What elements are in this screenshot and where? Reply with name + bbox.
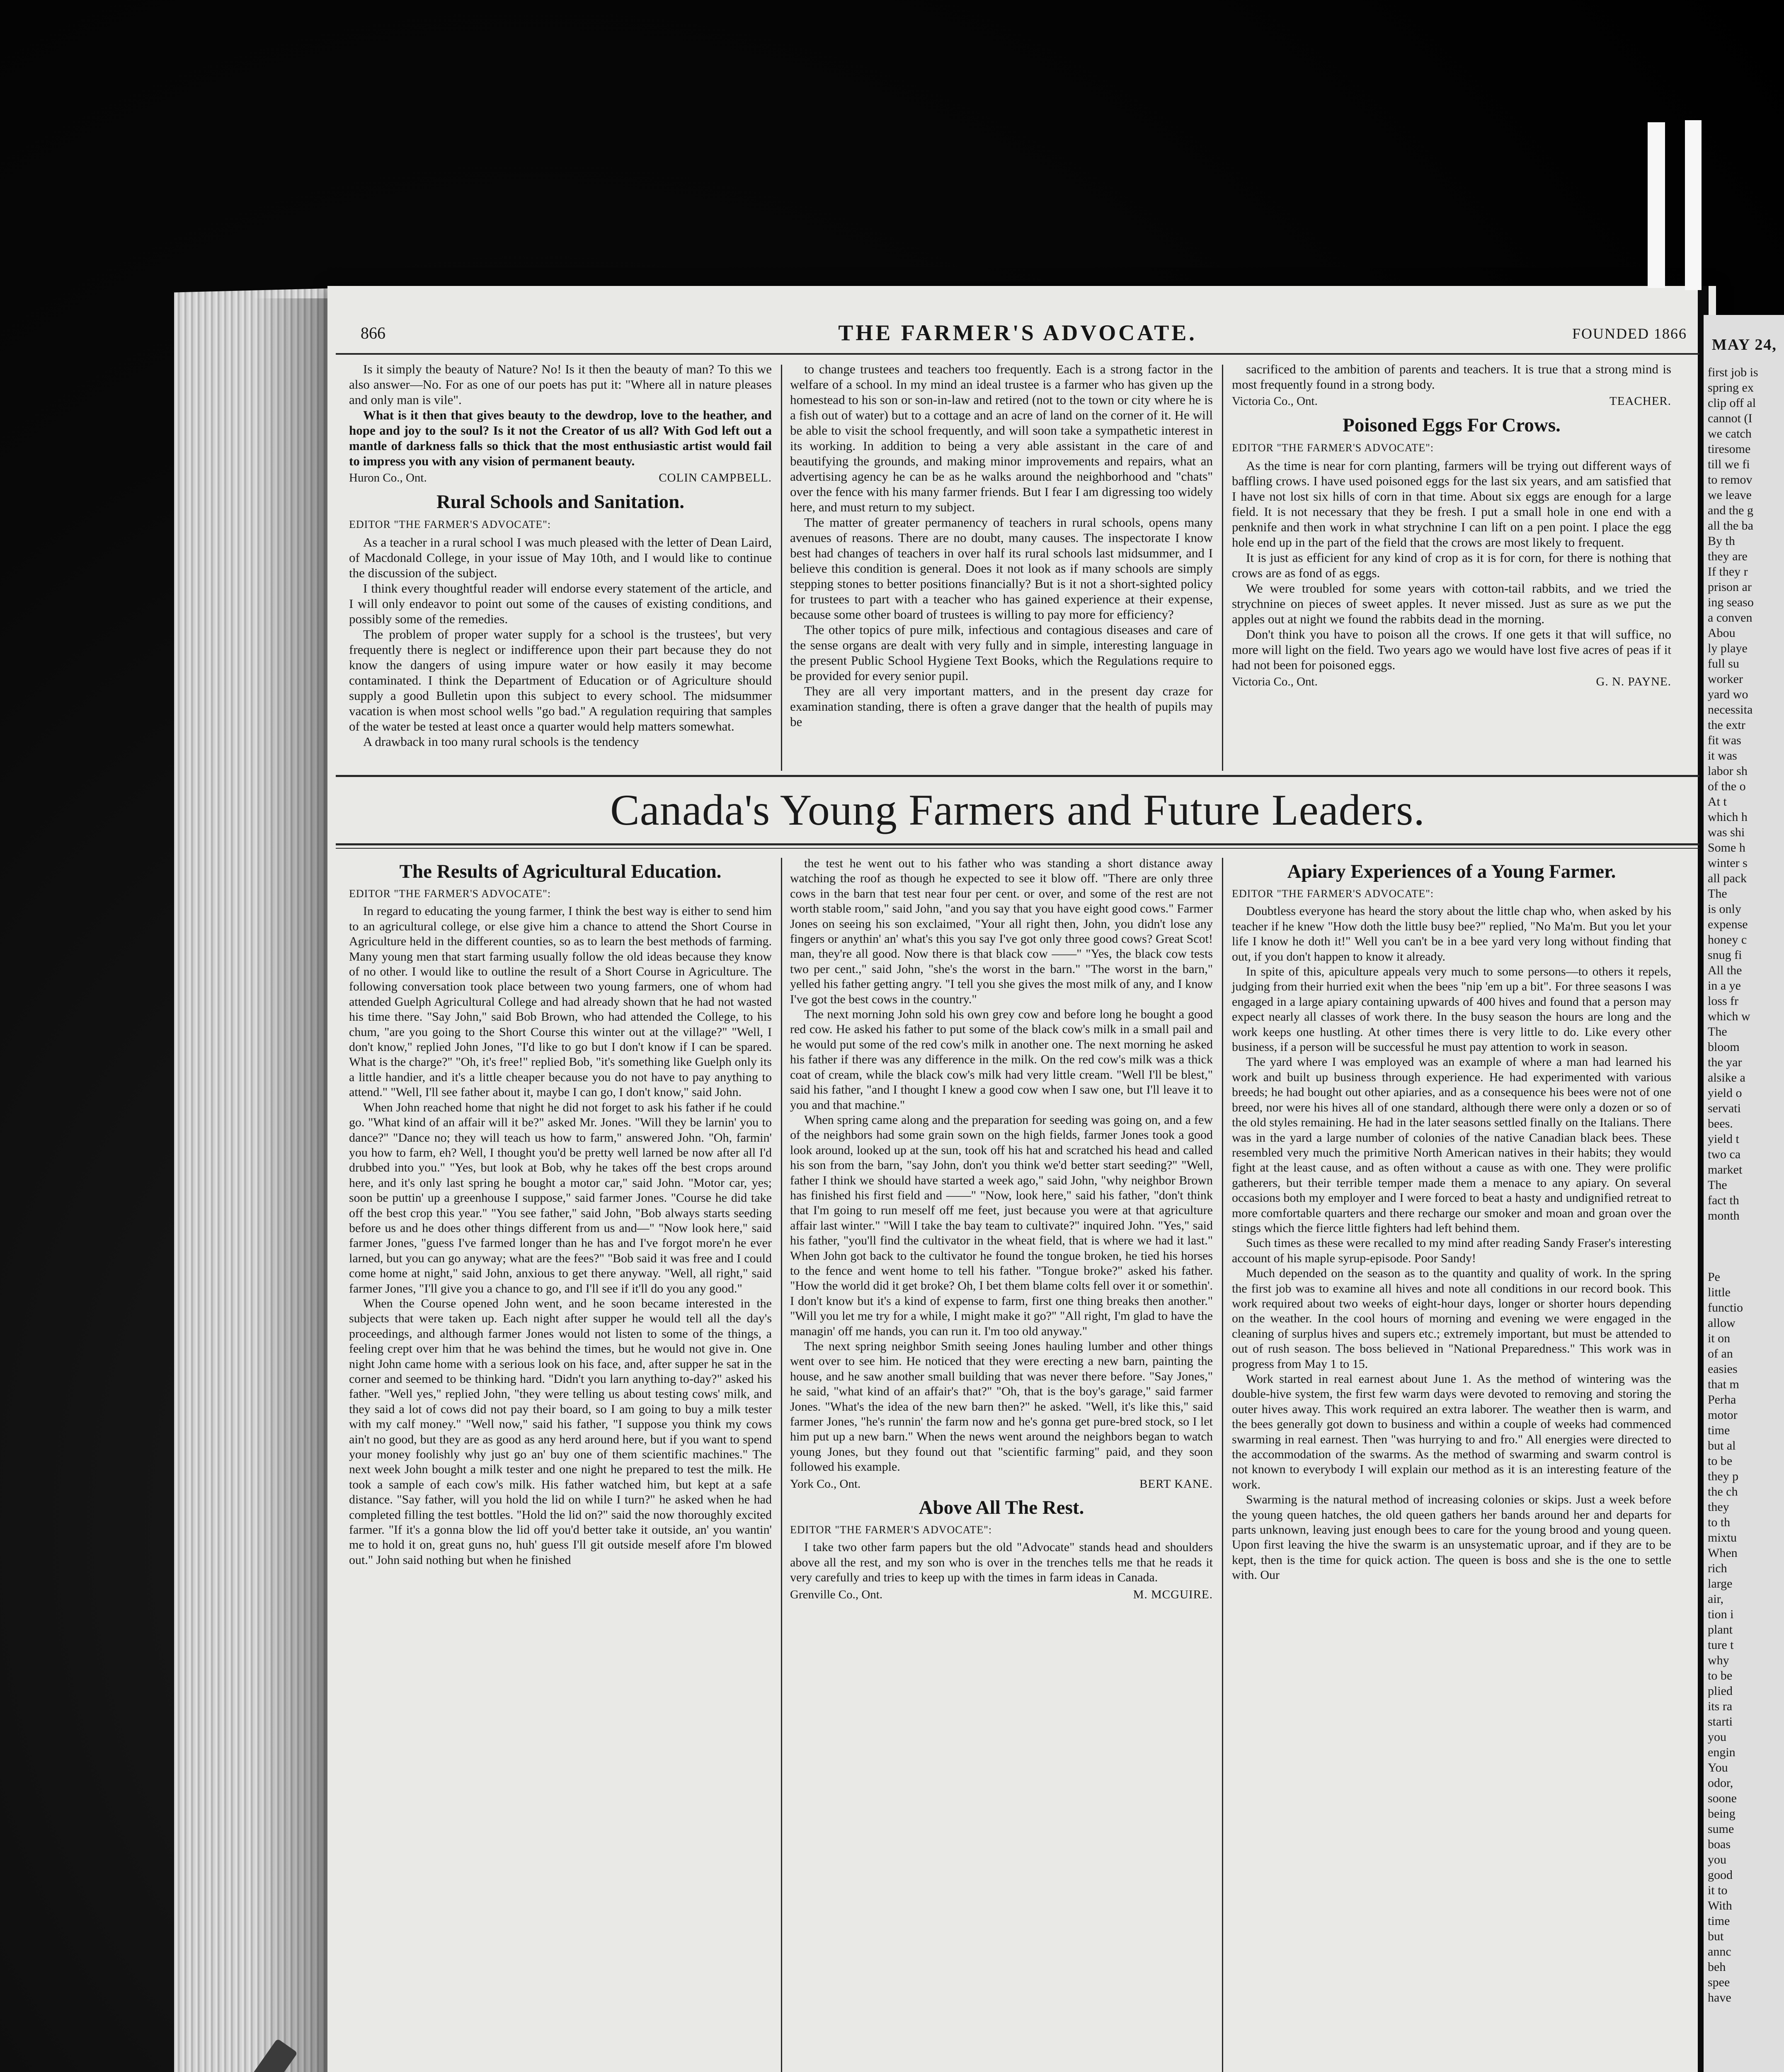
- paragraph: Swarming is the natural method of increasing colonies or skips. Just a week before the young queen hatches, the old queen gathers her bands around her and departs for parts unknown, leaving just enough bees to care for the young brood and young queen. Upon first leaving the hive the swarm is an unsystematic uproar, and if they are to be kept, then is the time for quick action. The queen is boss and she is the one to settle with. Our: [1232, 1493, 1671, 1582]
- facing-page-line: mixtu: [1708, 1531, 1737, 1544]
- paragraph: When the Course opened John went, and he soon became interested in the subjects that were taken up. Each night after supper he would tell all the day's proceedings, and although farmer Jones would not listen to some of the things, a feeling crept over him that he was behind the times, but he would not give in. One night John came home with a serious look on his face, and, after supper he sat in the corner and seemed to be thinking hard. "Didn't you larn anything to-day?" asked his father. "Well yes," replied John, "they were telling us about testing cows' milk, and they said a lot of cows did not pay their board, so I am going to buy a milk tester with my calf money." "Well now," said his father, "I suppose you think my cows ain't no good, but they are as good as any herd around here, but if you want to spend your money foolishly why just go an' buy one of them scientific machines." The next week John bought a milk tester and one night he prepared to test the milk. He took a sample of each cow's milk. His father watched him, but kept at a safe distance. "Say father, will you hold the lid on while I turn?" he asked when he had completed filling the test bottles. "Hold the lid on?" said the now thoroughly excited farmer. "If it's a gonna blow the lid off you'd better take it outside, an' you wantin' me to hold it on, great guns no, huh' guess I'll git outside meself afore I'm blowed out." John said nothing but when he finished: [349, 1296, 772, 1567]
- facing-page-line: yield o: [1708, 1086, 1742, 1100]
- paragraph: They are all very important matters, and in the present day craze for examination standing, there is often a grave danger that the health of pupils may be: [790, 684, 1213, 729]
- facing-page-line: the ch: [1708, 1485, 1738, 1498]
- paragraph: When spring came along and the preparation for seeding was going on, and a few of the neighbors had some grain sown on the high fields, farmer Jones took a good look around, looked up at the sun, took off his hat and scratched his head and called his son from the barn, "say John, don't you think we'd better start seeding?" "Well, father I think we should have started a week ago," said John, "why neighbor Brown has finished his first field and ——" "Now, look here," said his father, "don't think that I'm going to run meself off me feet, just because you were at that agriculture affair last winter." "Will I take the bay team to cultivate?" inquired John. "Yes," said his father, "you'll find the cultivator in the wheat field, that is where we had it last." When John got back to the cultivator he found the tongue broken, he tied his horses to the fence and went home to tell his father. "Tongue broke?" asked his father. "How the world did it get broke? Oh, I bet them blame colts fell over it or somethin'. I don't know but it's a kind of expense to farm, first one thing breaks then another." "Will you let me try for a while, I might make it go?" "All right, I'm glad to have the managin' off me hands, you can run it. I'm too old anyway.": [790, 1113, 1213, 1338]
- signature: [1232, 394, 1671, 409]
- facing-page-line: they p: [1708, 1469, 1739, 1483]
- facing-page-line: it to: [1708, 1883, 1728, 1897]
- facing-page-line: When: [1708, 1546, 1738, 1560]
- sig-place: Grenville Co., Ont.: [790, 1588, 883, 1601]
- facing-page-line: honey c: [1708, 933, 1747, 946]
- column-rule: [781, 365, 782, 771]
- article-heading: Rural Schools and Sanitation.: [436, 491, 685, 513]
- editor-line: EDITOR "THE FARMER'S ADVOCATE":: [1232, 888, 1434, 900]
- facing-page-line: large: [1708, 1577, 1733, 1590]
- facing-page-line: a conven: [1708, 611, 1752, 625]
- paragraph: The problem of proper water supply for a school is the trustees', but very frequently there is neglect or indifference upon their part because they do not know the dangers of using impure water or how easily it may become contaminated. I think the Department of Education or of Agriculture should supply a good Bulletin upon this subject to every school. The midsummer vacation is when most school wells "go bad." A regulation requiring that samples of the water be tested at least once a quarter would help matters somewhat.: [349, 627, 772, 733]
- editor-line: EDITOR "THE FARMER'S ADVOCATE":: [1232, 442, 1434, 454]
- top-column-2: [790, 361, 1213, 729]
- article-heading: Apiary Experiences of a Young Farmer.: [1287, 861, 1616, 882]
- facing-page-line: labor sh: [1708, 764, 1748, 778]
- signature: [1232, 674, 1671, 690]
- facing-page-line: the yar: [1708, 1055, 1742, 1069]
- facing-page-line: to be: [1708, 1669, 1733, 1682]
- paragraph: The next morning John sold his own grey cow and before long he bought a good red cow. He asked his father to put some of the black cow's milk in a small pail and he would put some of the red cow's milk in another one. The next morning he asked his father if there was any difference in the milk. On the red cow's milk was a thick coat of cream, while the black cow's milk had very little cream. "Well I'll be blest," said his father, "and I thought I knew a good cow when I saw one, but I'll leave it to you and that machine.": [790, 1007, 1213, 1112]
- facing-page-line: motor: [1708, 1408, 1738, 1422]
- facing-page-line: allow: [1708, 1316, 1736, 1330]
- facing-page-line: ture t: [1708, 1638, 1734, 1652]
- facing-page-line: why: [1708, 1653, 1729, 1667]
- facing-page-line: With: [1708, 1899, 1732, 1912]
- banner-rule-thin: [336, 848, 1699, 849]
- facing-page-line: winter s: [1708, 856, 1748, 870]
- page-header: [336, 320, 1699, 349]
- sig-place: York Co., Ont.: [790, 1477, 861, 1491]
- facing-page-line: it on: [1708, 1331, 1731, 1345]
- facing-page-line: bees.: [1708, 1117, 1733, 1130]
- facing-page-line: all the ba: [1708, 519, 1753, 533]
- facing-page-line: Pe: [1708, 1270, 1720, 1284]
- facing-page-line: they: [1708, 1500, 1729, 1514]
- facing-page-line: spring ex: [1708, 381, 1754, 395]
- paragraph: Much depended on the season as to the quantity and quality of work. In the spring the first job was to examine all hives and note all conditions in our record book. This work required about two weeks of eight-hour days, longer or shorter hours depending on the weather. In the cool hours of morning and evening we were engaged in the cleaning of surplus hives and supers etc.; extremely important, but must be attended to out of rush season. The boss believed in "National Preparedness." This work was in progress from May 1 to 15.: [1232, 1266, 1671, 1371]
- sig-place: Victoria Co., Ont.: [1232, 395, 1318, 408]
- facing-page-line: The: [1708, 1178, 1727, 1192]
- facing-page-line: Perha: [1708, 1393, 1736, 1406]
- facing-page-line: its ra: [1708, 1699, 1733, 1713]
- facing-page-line: which w: [1708, 1009, 1750, 1023]
- facing-page-line: loss fr: [1708, 994, 1739, 1008]
- sig-place: Victoria Co., Ont.: [1232, 675, 1318, 688]
- facing-page-line: [1708, 1223, 1784, 1239]
- banner-rule-bottom: [336, 843, 1699, 845]
- facing-page-line: we leave: [1708, 488, 1752, 502]
- paragraph: The next spring neighbor Smith seeing Jones hauling lumber and other things went over to see him. He noticed that they were erecting a new barn, painting the house, and he saw another small building that was never there before. "Say Jones," he said, "what kind of an affair's that?" "Oh, that is the boy's garage," said farmer Jones. "What's the idea of the new barn then?" he asked. "Well, it's like this," said farmer Jones, "he's runnin' the farm now and he's gonna get pure-bred stock, so I let him put up a new barn." When the news went around the neighbors began to watch young Jones, but they found out that "scientific farming" paid, and they soon followed his example.: [790, 1339, 1213, 1474]
- bottom-column-3: [1232, 856, 1671, 1583]
- paragraph: A drawback in too many rural schools is the tendency: [363, 734, 639, 749]
- paragraph: In spite of this, apiculture appeals very much to some persons—to others it repels, judging from their hurried exit when the bees "nip 'em up a bit". For three seasons I was engaged in a large apiary containing upwards of 400 hives and found that a person may expect nearly all classes of work there. In the busy season the hours are long and the work keeps one hustling. At other times there is very little to do. Like every other business, if a person will be successful he must pay attention to work in season.: [1232, 965, 1671, 1054]
- facing-page-line: plied: [1708, 1684, 1733, 1698]
- facing-page-line: rich: [1708, 1561, 1727, 1575]
- section-banner: Canada's Young Farmers and Future Leaders.: [610, 786, 1425, 834]
- sig-name: M. MCGUIRE.: [1133, 1588, 1213, 1601]
- facing-page-line: engin: [1708, 1745, 1736, 1759]
- facing-page-line: sume: [1708, 1822, 1734, 1836]
- facing-page-line: and the g: [1708, 503, 1753, 517]
- facing-page-line: worker: [1708, 672, 1743, 686]
- paragraph: We were troubled for some years with cotton-tail rabbits, and we tried the strychnine on pieces of sweet apples. It never missed. Just as sure as we put the apples out at night we found the rabbits dead in the morning.: [1232, 581, 1671, 626]
- bottom-column-1: [349, 856, 772, 1568]
- facing-page-line: tion i: [1708, 1607, 1734, 1621]
- facing-page-line: full su: [1708, 657, 1739, 670]
- facing-page-line: good: [1708, 1868, 1733, 1882]
- facing-page-line: All the: [1708, 963, 1742, 977]
- facing-page-line: yard wo: [1708, 687, 1748, 701]
- sig-name: COLIN CAMPBELL.: [659, 471, 772, 484]
- facing-page-line: spee: [1708, 1975, 1730, 1989]
- facing-page-line: necessita: [1708, 703, 1753, 716]
- facing-page-line: time: [1708, 1914, 1730, 1928]
- paragraph: Such times as these were recalled to my mind after reading Sandy Fraser's interesting account of his maple syrup-episode. Poor Sandy!: [1232, 1236, 1671, 1265]
- facing-page-line: easies: [1708, 1362, 1738, 1376]
- facing-page-date: MAY 24,: [1712, 336, 1777, 353]
- facing-page-line: plant: [1708, 1623, 1733, 1636]
- facing-page-line: ly playe: [1708, 641, 1748, 655]
- facing-page-line: the extr: [1708, 718, 1745, 732]
- facing-page-line: By th: [1708, 534, 1735, 548]
- column-rule: [1222, 365, 1223, 771]
- facing-page-line: all pack: [1708, 871, 1747, 885]
- paragraph: sacrificed to the ambition of parents and teachers. It is true that a strong mind is most frequently found in a strong body.: [1232, 362, 1671, 392]
- masthead-title: THE FARMER'S ADVOCATE.: [838, 320, 1197, 345]
- facing-page-line: little: [1708, 1285, 1731, 1299]
- sig-name: G. N. PAYNE.: [1596, 675, 1671, 688]
- paragraph: the test he went out to his father who was standing a short distance away watching the roof as though he expected to see it blow off. "There are only three cows in the barn that test near four per cent. or over, and some of the rest are not worth stable room," said John, "and you say that you have eight good cows." Farmer Jones on seeing his son exclaimed, "Your all right then, John, you didn't lose any fingers or anythin' an' what's this you say I've got only three good cows? Great Scot! man, they're all good. Now there is that black cow ——" "Yes, the black cow tests two per cent.," said John, "she's the worst in the barn." "The worst in the barn," yelled his father getting angry. "I tell you she gives the most milk of any, and I know I've got the best cows in the country.": [790, 857, 1213, 1006]
- page-number: 866: [361, 324, 385, 342]
- facing-page-line: first job is: [1708, 366, 1758, 379]
- facing-page-line: till we fi: [1708, 457, 1750, 471]
- facing-page-line: soone: [1708, 1791, 1737, 1805]
- facing-page-line: that m: [1708, 1377, 1739, 1391]
- facing-page-line: At t: [1708, 795, 1727, 808]
- facing-page-line: You: [1708, 1761, 1728, 1774]
- facing-page-line: clip off al: [1708, 396, 1756, 410]
- signature: [790, 1587, 1213, 1602]
- banner-rule-top: [336, 775, 1699, 777]
- facing-page-line: Abou: [1708, 626, 1736, 640]
- signature: [349, 470, 772, 486]
- facing-page-line: air,: [1708, 1592, 1723, 1606]
- paragraph: Work started in real earnest about June 1. As the method of wintering was the double-hive system, the first few warm days were devoted to removing and storing the outer hives away. This work required an extra laborer. The weather then is warm, and the bees generally got down to business and within a couple of weeks had commenced swarming in real earnest. Then "was hurrying to and fro." All energies were directed to the accommodation of the swarms. As the method of swarming and swarm control is not known to everybody I will explain our method as it is an interesting feature of the work.: [1232, 1372, 1671, 1491]
- facing-page-line: starti: [1708, 1715, 1733, 1728]
- facing-page-line: Some h: [1708, 841, 1745, 854]
- facing-page-line: The: [1708, 1025, 1727, 1038]
- facing-page-line: odor,: [1708, 1776, 1733, 1790]
- facing-page-line: we catch: [1708, 427, 1752, 441]
- facing-page-line: in a ye: [1708, 979, 1741, 992]
- facing-page-line: yield t: [1708, 1132, 1739, 1146]
- facing-page-line: beh: [1708, 1960, 1726, 1974]
- facing-page-line: ing seaso: [1708, 595, 1754, 609]
- paragraph: In regard to educating the young farmer, I think the best way is either to send him to an agricultural college, or else give him a chance to attend the Short Course in Agriculture held in the different counties, so as to learn the best methods of farming. Many young men that start farming usually follow the old ideas because they know of no other. I would like to outline the result of a Short Course in Agriculture. The following conversation took place between two young farmers, one of whom had attended Guelph Agricultural College and had already shown that he had not wasted his time there. "Say John," said Bob Brown, who had attended the College, to his chum, "are you going to the Short Course this winter out at the village?" "Well, I don't know," replied John Jones, "I'd like to go but I don't know if I can be spared. What is the charge?" "Oh, it's free!" replied Bob, "it's something like Guelph only its a little handier, and it's a little cheaper because you do not have to pay anything to attend." "Well, I'll see father about it, maybe I can go, I don't know," said John.: [349, 904, 772, 1099]
- facing-page-line: of an: [1708, 1347, 1733, 1360]
- facing-page-line: expense: [1708, 917, 1748, 931]
- light-bar-artifact: [1685, 120, 1702, 290]
- top-column-1: [349, 361, 772, 749]
- paragraph: I think every thoughtful reader will endorse every statement of the article, and I will only endeavor to point out some of the causes of existing conditions, and possibly some of the remedies.: [349, 581, 772, 626]
- column-rule: [781, 858, 782, 2072]
- facing-page-line: month: [1708, 1209, 1740, 1222]
- paragraph: The matter of greater permanency of teachers in rural schools, opens many avenues of reasons. There are no doubt, many causes. The inspectorate I know best had changes of teachers in over half its rural schools last midsummer, and I believe this condition is general. Does it not look as if many schools are simply stepping stones to better positions financially? But is it not a short-sighted policy for trustees to part with a teacher who has gained experience at their expense, because some other board of trustees is willing to pay more for efficiency?: [790, 515, 1213, 622]
- bottom-column-2: [790, 856, 1213, 1607]
- paragraph: As the time is near for corn planting, farmers will be trying out different ways of baffling crows. I have used poisoned eggs for the last six years, and am satisfied that I have not lost six hills of corn in that time. About six eggs are enough for a large field. It is not necessary that they be fresh. I put a small hole in one end with a penknife and then work in what strychnine I can lift on a pen point. I place the egg hole end up in the part of the field that the crows are most likely to frequent.: [1232, 458, 1671, 549]
- facing-page-line: prison ar: [1708, 580, 1752, 594]
- editor-line: EDITOR "THE FARMER'S ADVOCATE":: [790, 1524, 992, 1536]
- paragraph: I take two other farm papers but the old "Advocate" stands head and shoulders above all the rest, and my son who is over in the trenches tells me that he reads it very carefully and tries to keep up with the times in farm ideas in Canada.: [790, 1540, 1213, 1585]
- editor-line: EDITOR "THE FARMER'S ADVOCATE":: [349, 888, 551, 900]
- paragraph: It is just as efficient for any kind of crop as it is for corn, for there is nothing that crows are as fond of as eggs.: [1232, 550, 1671, 580]
- facing-page-line: cannot (I: [1708, 411, 1752, 425]
- facing-page-line: fit was: [1708, 733, 1741, 747]
- facing-page-line: was shi: [1708, 825, 1745, 839]
- paragraph: Doubtless everyone has heard the story about the little chap who, when asked by his teacher if he knew "How doth the little busy bee?" replied, "No Ma'm. But you let your life I know he doth it!" Well you can't be in a bee yard very long without finding that out, if you don't happen to know it already.: [1232, 904, 1671, 963]
- facing-page-line: is only: [1708, 902, 1741, 916]
- facing-page-line: to be: [1708, 1454, 1733, 1468]
- top-column-3: [1232, 361, 1671, 695]
- facing-page-line: [1708, 1254, 1784, 1269]
- facing-page-line: tiresome: [1708, 442, 1751, 456]
- facing-page-line: fact th: [1708, 1193, 1739, 1207]
- facing-page-line: servati: [1708, 1101, 1741, 1115]
- facing-page-line: to th: [1708, 1515, 1731, 1529]
- spine-shadow: [253, 298, 332, 2072]
- facing-page-line: being: [1708, 1807, 1736, 1820]
- facing-page-line: [1708, 1239, 1784, 1254]
- paragraph: As a teacher in a rural school I was much pleased with the letter of Dean Laird, of Macdonald College, in your issue of May 10th, and I would like to continue the discussion of the subject.: [349, 535, 772, 580]
- article-heading: Above All The Rest.: [919, 1497, 1084, 1519]
- sig-name: TEACHER.: [1609, 395, 1671, 408]
- facing-page-line: have: [1708, 1991, 1731, 2004]
- facing-page-line: but: [1708, 1929, 1724, 1943]
- facing-page-line: they are: [1708, 549, 1748, 563]
- editor-line: EDITOR "THE FARMER'S ADVOCATE":: [349, 518, 551, 530]
- facing-page-line: which h: [1708, 810, 1748, 824]
- facing-page-line: If they r: [1708, 565, 1748, 579]
- paragraph: Is it simply the beauty of Nature? No! Is it then the beauty of man? To this we also answer—No. For as one of our poets has put it: "Where all in nature pleases and only man is vile".: [349, 362, 772, 407]
- paragraph: The yard where I was employed was an example of where a man had learned his work and built up business through experience. He had experimented with various breeds; he had bought out other apiaries, and as a consequence his bees were not of one breed, nor were his hives all of one standard, although there were only a dozen or so of the old styles remaining. He had in the later seasons settled finally on the Italians. There was in the yard a large number of colonies of the native Canadian black bees. These resembled very much the primitive North American natives in their habits; they would fight at the least cause, and as often without a cause as with one. They were prolific gatherers, but their terrible temper made them a menace to any apiary. On several occasions both my employer and I were forced to beat a hasty and undignified retreat to more comfortable quarters and there recharge our smoker and moan and groan over the stings which the fierce little fighters had left behind them.: [1232, 1055, 1671, 1235]
- facing-page-line: bloom: [1708, 1040, 1740, 1054]
- paragraph: When John reached home that night he did not forget to ask his father if he could go. "What kind of an affair will it be?" asked Mr. Jones. "Will they be larnin' you to dance?" "Dance no; they will teach us how to farm," answered John. "Oh, farmin' you how to farm, eh? Well, I thought you'd be pretty well larned be now after all I'd drubbed into you." "Yes, but look at Bob, why he takes off the best crops around here, and it's only last spring he bought a motor car," said John. "Motor car, yes; soon be puttin' up a greenhouse I suppose," said farmer Jones. "Course he did take off the best crop this year." "You see father," said John, "Bob always starts seeding before us and he does other things different from us and—" "Now look here," said farmer Jones, "guess I've farmed longer than he has and I've forgot more'n he ever larned, but you can go anyway; what are the fees?" "Bob said it was free and I could come home at night," said John, anxious to get there anyway. "Well, all right," said farmer Jones, "I'll give you a chance to go, and I'll see if it'll do you any good.": [349, 1100, 772, 1295]
- paragraph: to change trustees and teachers too frequently. Each is a strong factor in the welfare of a school. In my mind an ideal trustee is a farmer who has given up the homestead to his son or son-in-law and retired (not to the town or city where he is a fish out of water) but to a cottage and an acre of land on the corner of it. He will be able to visit the school frequently, and will soon take a sympathetic interest in its working. In addition to being a very able assistant in the care of and beautifying the grounds, and making minor improvements and repairs, what an advertising agency he can be as he walks around the neighborhood and "chats" over the fence with his many farmer friends. But I fear I am digressing too widely here, and must return to my subject.: [790, 362, 1213, 514]
- facing-page-line: two ca: [1708, 1147, 1741, 1161]
- sig-name: BERT KANE.: [1139, 1477, 1213, 1491]
- founded-label: FOUNDED 1866: [1572, 325, 1687, 342]
- article-heading: Poisoned Eggs For Crows.: [1343, 414, 1561, 436]
- facing-page-line: boas: [1708, 1837, 1731, 1851]
- facing-page-line: of the o: [1708, 779, 1746, 793]
- facing-page-line: you: [1708, 1730, 1726, 1744]
- article-heading: The Results of Agricultural Education.: [399, 861, 722, 882]
- sig-place: Huron Co., Ont.: [349, 471, 427, 484]
- facing-page-line: time: [1708, 1423, 1730, 1437]
- column-rule: [1222, 858, 1223, 2072]
- facing-page-text: [1708, 365, 1784, 2005]
- signature: [790, 1477, 1213, 1491]
- paragraph: The other topics of pure milk, infectious and contagious diseases and care of the sense organs are dealt with very fully and in simple, interesting language in the present Public School Hygiene Text Books, which the Regulations require to be provided for every senior pupil.: [790, 622, 1213, 683]
- paragraph: Don't think you have to poison all the crows. If one gets it that will suffice, no more will light on the field. Two years ago we would have lost five acres of peas if it had not been for poisoned eggs.: [1232, 627, 1671, 672]
- facing-page-line: The: [1708, 887, 1727, 900]
- facing-page-line: annc: [1708, 1945, 1731, 1958]
- facing-page-line: but al: [1708, 1439, 1736, 1452]
- facing-page-line: it was: [1708, 749, 1737, 762]
- header-rule: [336, 353, 1699, 355]
- paragraph: What is it then that gives beauty to the dewdrop, love to the heather, and hope and joy to the soul? Is it not the Creator of us all? With God left out a mantle of darkness falls so thick that the most enthusiastic artist would fail to impress you with any vision of permanent beauty.: [349, 408, 772, 468]
- facing-page-line: you: [1708, 1853, 1726, 1866]
- light-bar-artifact: [1648, 122, 1665, 288]
- facing-page-line: market: [1708, 1163, 1743, 1176]
- facing-page-line: to remov: [1708, 473, 1752, 487]
- facing-page-line: snug fi: [1708, 948, 1742, 962]
- facing-page-line: functio: [1708, 1301, 1743, 1314]
- facing-page-line: alsike a: [1708, 1071, 1745, 1084]
